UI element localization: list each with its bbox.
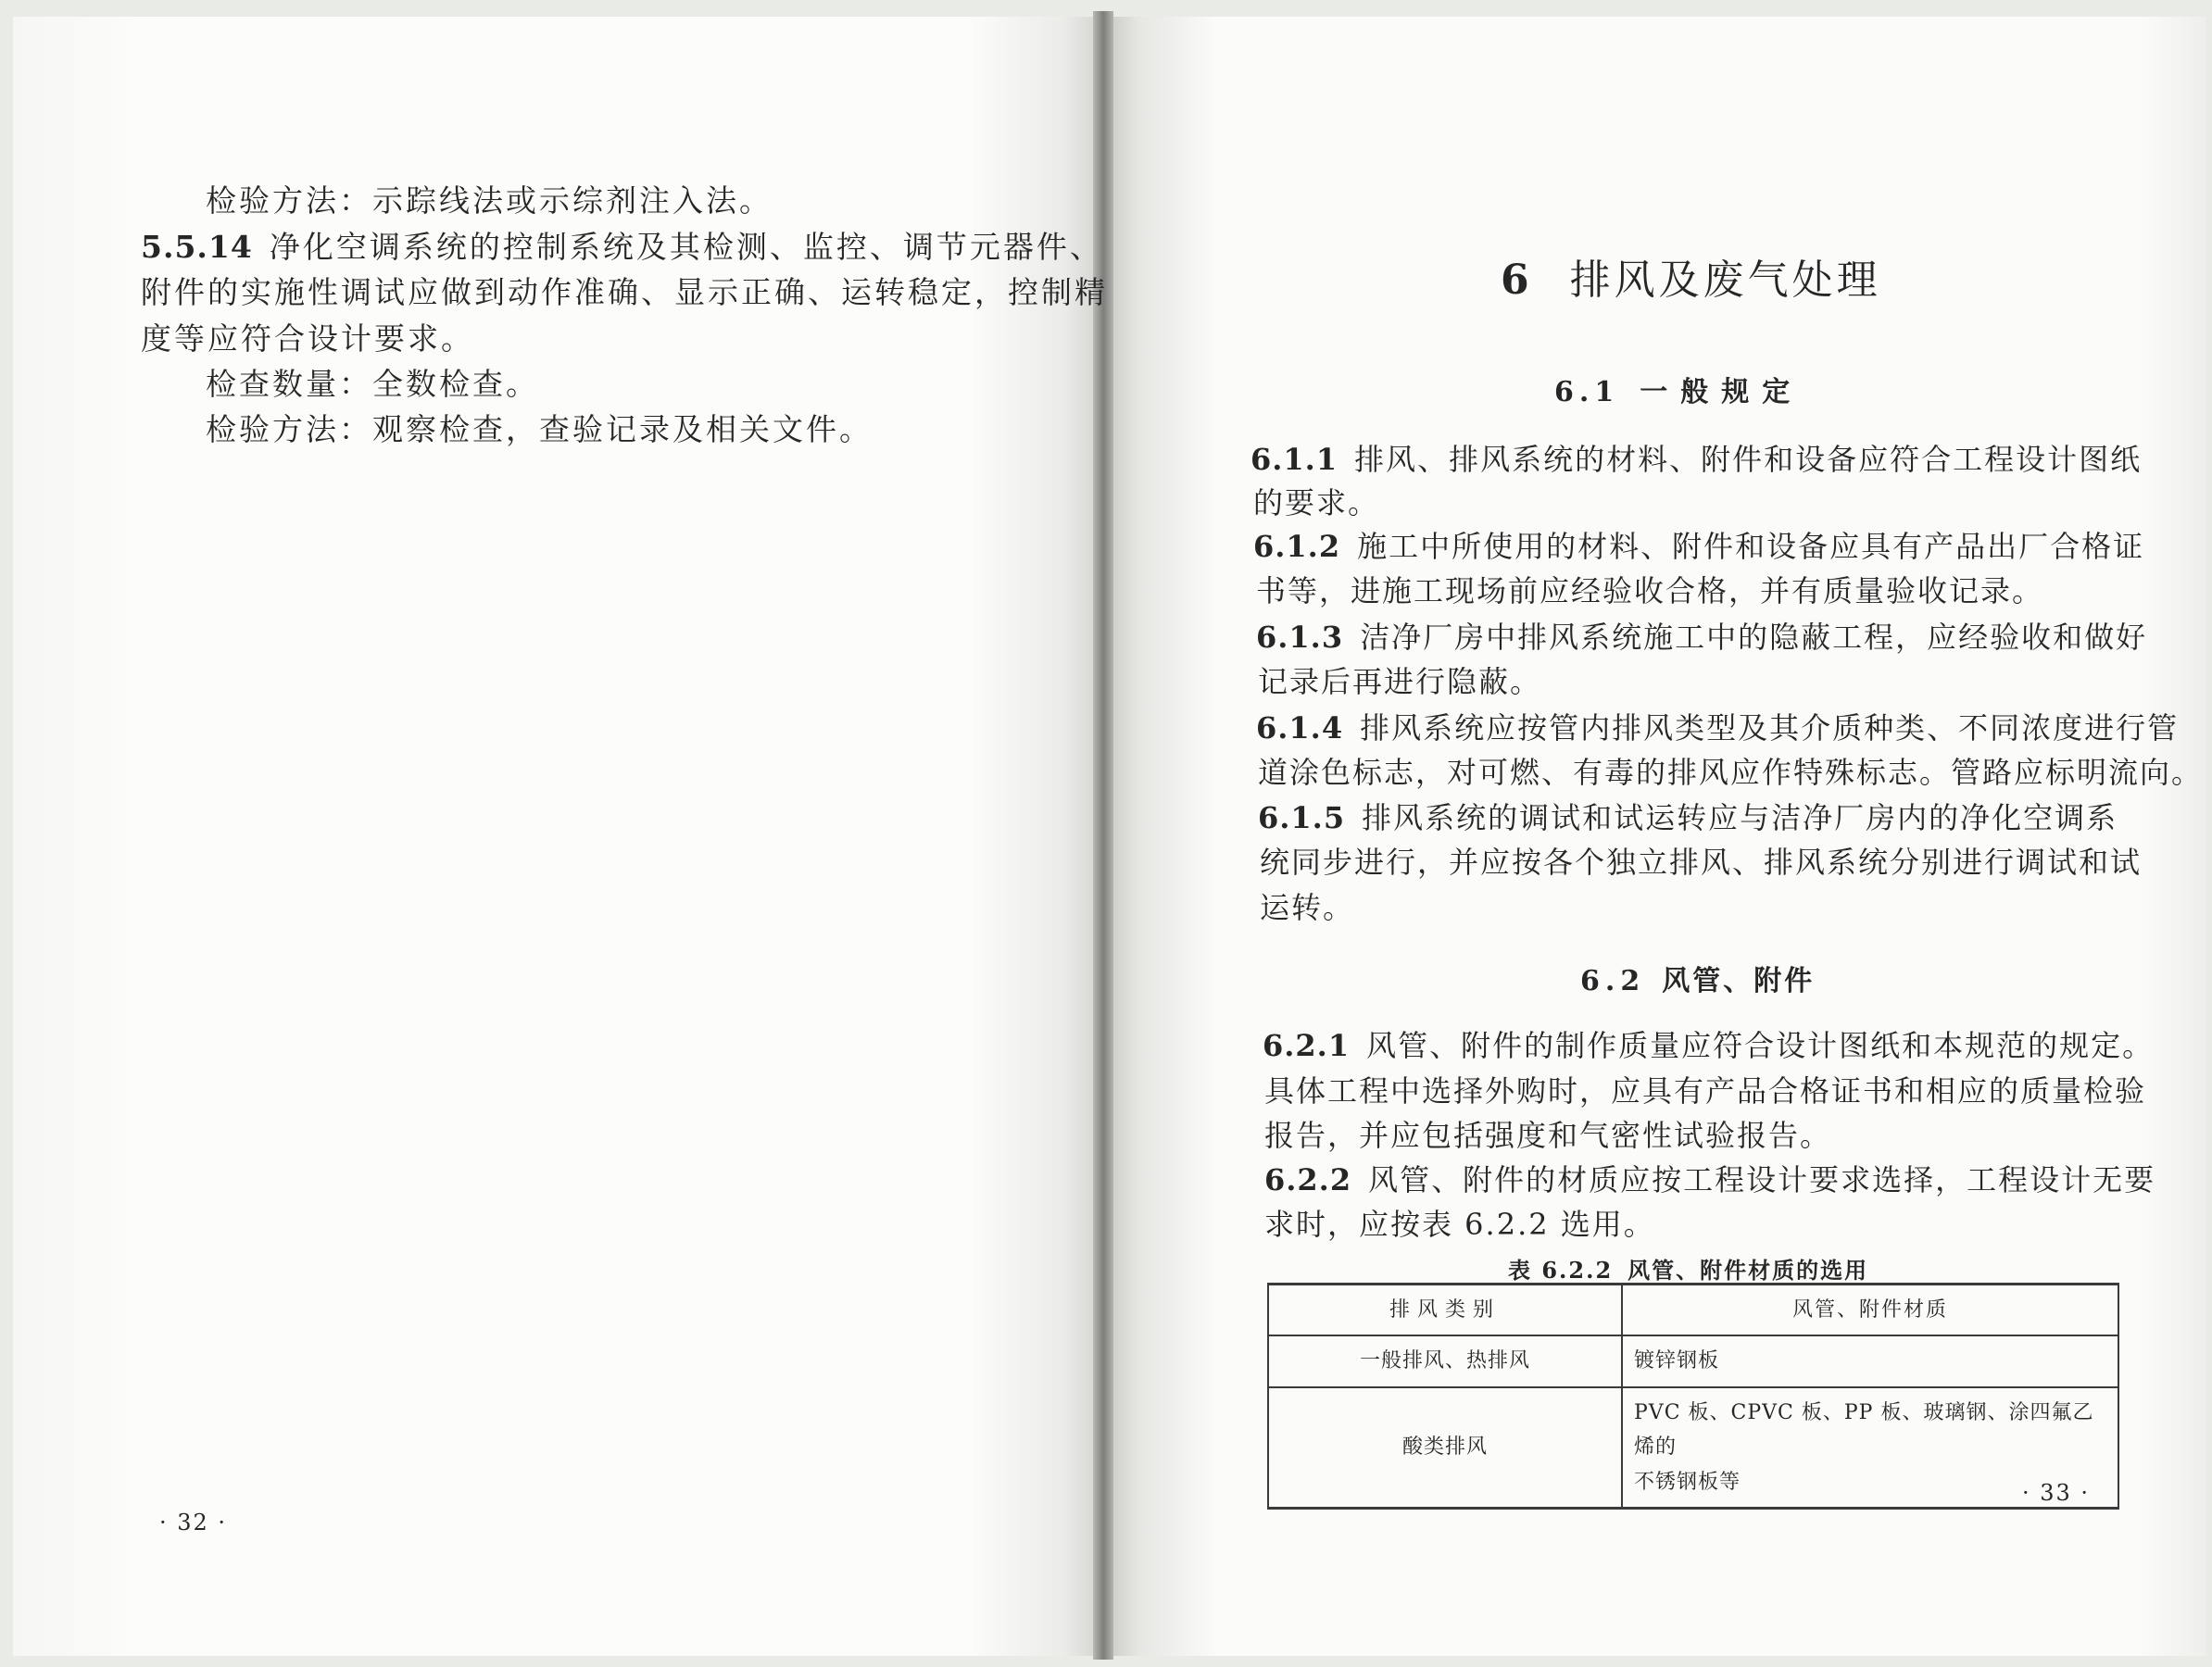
section-6-1-heading (1554, 369, 1803, 409)
cell-line: 不锈钢板等 (1634, 1470, 1741, 1494)
clause-number: 6.1.1 (1251, 442, 1339, 477)
clause-text: 施工中所使用的材料、附件和设备应具有产品出厂合格证 (1357, 529, 2145, 564)
inspection-quantity-line: 检查数量：全数检查。 (206, 366, 539, 402)
section-number: 6.1 (1554, 376, 1620, 408)
section-number: 6.2 (1580, 965, 1646, 997)
table-row (1268, 1335, 2118, 1386)
clause-number: 5.5.14 (141, 229, 253, 265)
clause-number: 6.1.2 (1253, 529, 1341, 564)
clause-6-2-2 (1264, 1162, 2156, 1197)
material-table (1267, 1283, 2119, 1510)
clause-5-5-14-line-2: 附件的实施性调试应做到动作准确、显示正确、运转稳定，控制精 (141, 274, 1108, 310)
section-title: 一般规定 (1640, 376, 1804, 408)
clause-number: 6.1.3 (1256, 620, 1344, 655)
header-duct-material: 风管、附件材质 (1622, 1285, 2118, 1336)
clause-text: 排风系统的调试和试运转应与洁净厂房内的净化空调系 (1362, 800, 2118, 835)
section-title: 风管、附件 (1662, 965, 1816, 997)
table-number: 表 6.2.2 (1508, 1257, 1614, 1284)
chapter-number: 6 (1501, 257, 1533, 304)
clause-6-1-5-cont-2: 运转。 (1260, 890, 1355, 925)
table-caption (1508, 1252, 1868, 1285)
clause-6-2-1-cont-2: 报告，并应包括强度和气密性试验报告。 (1264, 1118, 1832, 1153)
clause-text: 排风系统应按管内排风类型及其介质种类、不同浓度进行管 (1360, 710, 2180, 746)
clause-6-1-3 (1256, 620, 2148, 655)
clause-number: 6.1.4 (1256, 710, 1344, 746)
table-header-row (1268, 1285, 2118, 1336)
clause-6-1-3-cont: 记录后再进行隐蔽。 (1258, 664, 1542, 699)
clause-5-5-14 (141, 229, 1103, 265)
clause-6-1-4 (1256, 710, 2180, 746)
clause-6-1-4-cont: 道涂色标志，对可燃、有毒的排风应作特殊标志。管路应标明流向。 (1258, 755, 2204, 790)
clause-number: 6.2.2 (1264, 1162, 1352, 1197)
header-exhaust-category: 排风类别 (1268, 1285, 1622, 1336)
page-number-right: · 33 · (2022, 1480, 2091, 1506)
clause-6-1-5 (1258, 800, 2118, 835)
clause-number: 6.1.5 (1258, 800, 1346, 835)
clause-6-1-5-cont: 统同步进行，并应按各个独立排风、排风系统分别进行调试和试 (1260, 845, 2143, 880)
clause-number: 6.2.1 (1263, 1028, 1351, 1063)
section-6-2-heading (1580, 958, 1815, 998)
chapter-title: 排风及废气处理 (1569, 257, 1881, 304)
table-cell: 镀锌钢板 (1622, 1335, 2118, 1386)
clause-6-2-2-cont: 求时，应按表 6.2.2 选用。 (1264, 1207, 1655, 1242)
page-number-left: · 32 · (159, 1510, 228, 1535)
table-title: 风管、附件材质的选用 (1628, 1257, 1869, 1284)
inspection-method-line-2: 检验方法：观察检查，查验记录及相关文件。 (206, 411, 873, 447)
clause-text: 风管、附件的材质应按工程设计要求选择，工程设计无要 (1368, 1162, 2156, 1197)
clause-5-5-14-line-3: 度等应符合设计要求。 (141, 320, 474, 357)
clause-text: 洁净厂房中排风系统施工中的隐蔽工程，应经验收和做好 (1360, 620, 2148, 655)
clause-6-2-1 (1263, 1028, 2155, 1063)
clause-text: 净化空调系统的控制系统及其检测、监控、调节元器件、 (269, 229, 1103, 265)
chapter-heading (1501, 246, 1881, 306)
table-cell: 一般排风、热排风 (1268, 1335, 1622, 1386)
clause-6-1-1-cont: 的要求。 (1253, 485, 1380, 520)
cell-line: PVC 板、CPVC 板、PP 板、玻璃钢、涂四氟乙烯的 (1634, 1400, 2094, 1460)
clause-text: 排风、排风系统的材料、附件和设备应符合工程设计图纸 (1354, 442, 2143, 477)
clause-6-1-2-cont: 书等，进施工现场前应经验收合格，并有质量验收记录。 (1256, 573, 2044, 608)
table-cell: 酸类排风 (1268, 1387, 1622, 1509)
clause-6-2-1-cont: 具体工程中选择外购时，应具有产品合格证书和相应的质量检验 (1264, 1073, 2147, 1109)
clause-6-1-2 (1253, 529, 2145, 564)
clause-6-1-1 (1251, 442, 2143, 477)
clause-text: 风管、附件的制作质量应符合设计图纸和本规范的规定。 (1366, 1028, 2155, 1063)
inspection-method-line: 检验方法：示踪线法或示综剂注入法。 (206, 182, 773, 219)
table-row (1268, 1387, 2118, 1509)
